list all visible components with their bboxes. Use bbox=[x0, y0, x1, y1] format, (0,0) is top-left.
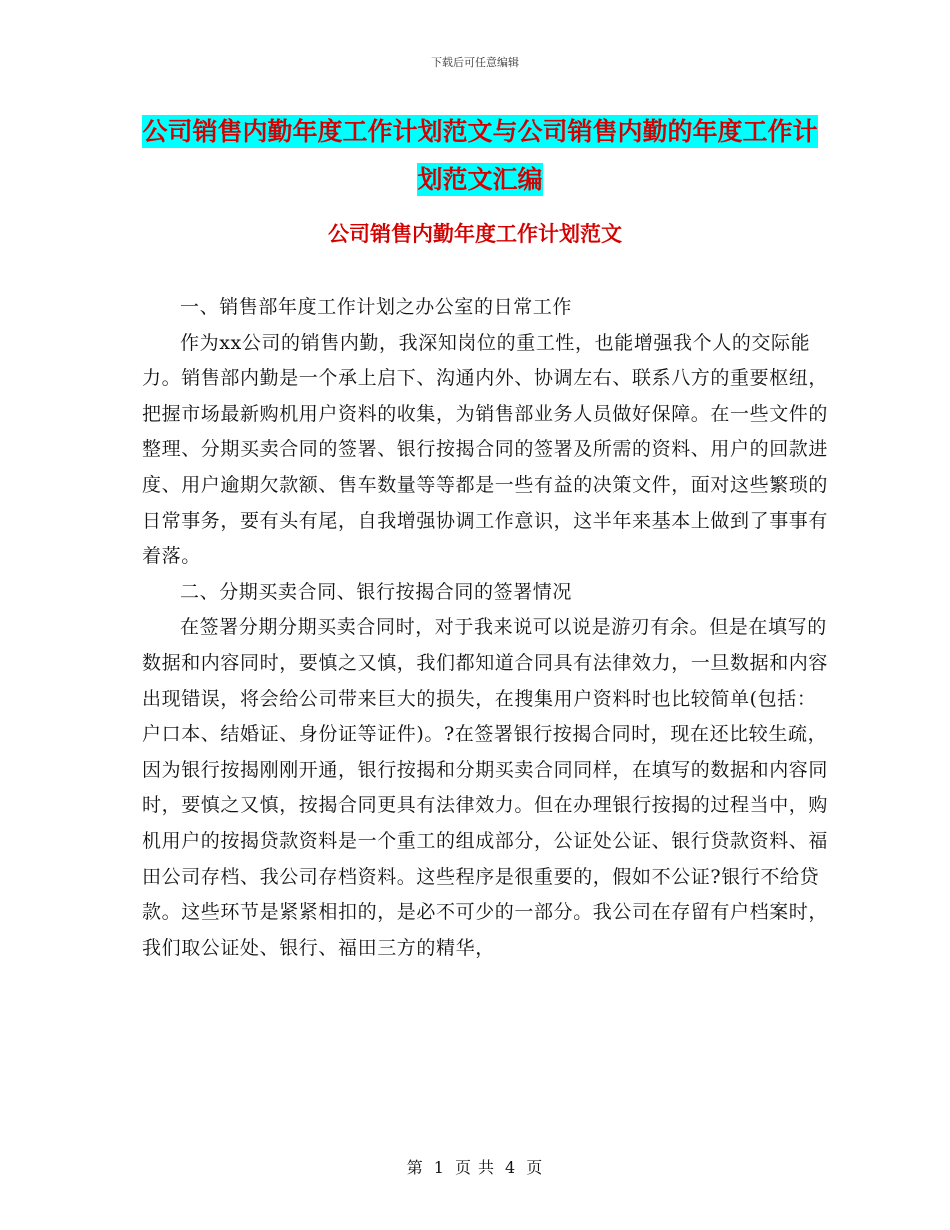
page-label-mid: 页 共 bbox=[454, 1158, 496, 1177]
section-heading-1: 一、销售部年度工作计划之办公室的日常工作 bbox=[180, 296, 573, 318]
header-note: 下载后可任意编辑 bbox=[431, 56, 519, 69]
document-body bbox=[142, 290, 832, 966]
body-paragraph-1: 作为xx公司的销售内勤，我深知岗位的重工性，也能增强我个人的交际能力。销售部内勤是一个承上启下、沟通内外、协调左右、联系八方的重要枢纽，把握市场最新购机用户资料的收集，为销售部业务人员做好保障。在一些文件的整理、分期买卖合同的签署、银行按揭合同的签署及所需的资料、用户的回款进度、用户逾期欠款额、售车数量等等都是一些有益的决策文件，面对这些繁琐的日常事务，要有头有尾，自我增强协调工作意识，这半年来基本上做到了事事有着落。 bbox=[142, 331, 829, 568]
page-total: 4 bbox=[505, 1158, 517, 1177]
section-heading-2: 二、分期买卖合同、银行按揭合同的签署情况 bbox=[180, 580, 573, 603]
body-paragraph-2: 在签署分期分期买卖合同时，对于我来说可以说是游刃有余。但是在填写的数据和内容同时，要慎之又慎，我们都知道合同具有法律效力，一旦数据和内容出现错误，将会给公司带来巨大的损失，在搜集用户资料时也比较简单(包括：户口本、结婚证、身份证等证件)。?在签署银行按揭合同时，现在还比较生疏，因为银行按揭刚刚开通，银行按揭和分期买卖合同同样，在填写的数据和内容同时，要慎之又慎，按揭合同更具有法律效力。但在办理银行按揭的过程当中，购机用户的按揭贷款资料是一个重工的组成部分，公证处公证、银行贷款资料、福田公司存档、我公司存档资料。这些程序是很重要的，假如不公证?银行不给贷款。这些环节是紧紧相扣的，是必不可少的一部分。我公司在存留有户档案时，我们取公证处、银行、福田三方的精华， bbox=[142, 616, 829, 959]
page-current: 1 bbox=[433, 1158, 445, 1177]
document-title-text: 公司销售内勤年度工作计划范文与公司销售内勤的年度工作计划范文汇编 bbox=[142, 117, 818, 194]
page-label-prefix: 第 bbox=[406, 1158, 424, 1177]
section-title: 公司销售内勤年度工作计划范文 bbox=[328, 222, 622, 246]
document-title bbox=[140, 108, 820, 204]
page-footer bbox=[0, 1155, 950, 1178]
page-label-suffix: 页 bbox=[526, 1158, 544, 1177]
